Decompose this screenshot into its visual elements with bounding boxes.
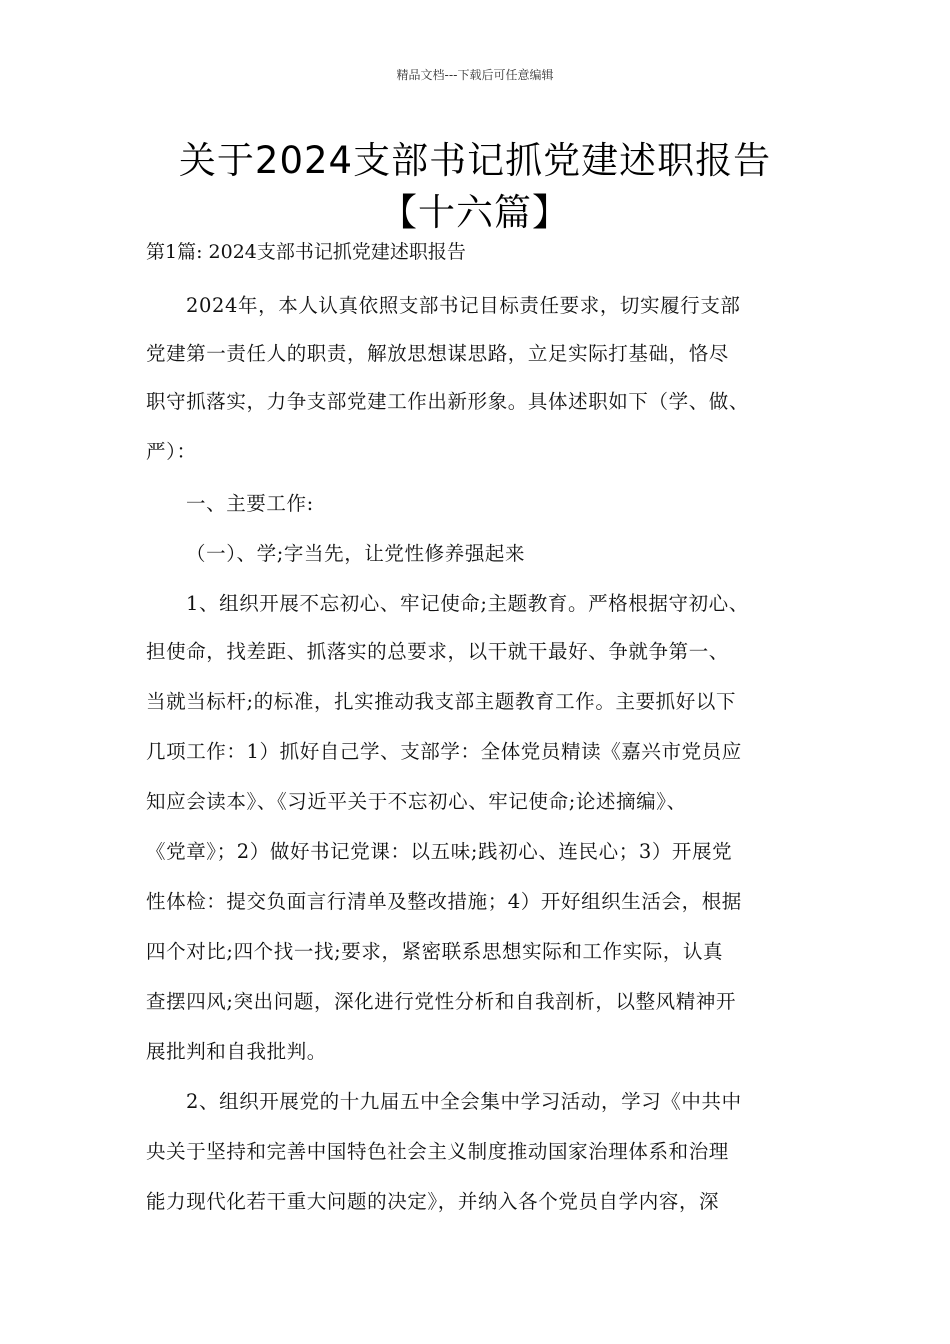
paragraph-line: 严）： [146,440,197,463]
subheading: 一、主要工作: [186,492,314,515]
paragraph-line: 查摆四风;突出问题，深化进行党性分析和自我剖析，以整风精神开 [146,990,737,1013]
document-title-line-1: 关于2024支部书记抓党建述职报告 [178,139,772,182]
paragraph-line: 性体检：提交负面言行清单及整改措施；4）开好组织生活会，根据 [146,890,742,913]
paragraph-line: 党建第一责任人的职责，解放思想谋思路，立足实际打基础，恪尽 [146,342,729,365]
paragraph-line: 央关于坚持和完善中国特色社会主义制度推动国家治理体系和治理 [146,1140,729,1163]
paragraph-line: 知应会读本》、《习近平关于不忘初心、牢记使命;论述摘编》、 [146,790,687,813]
paragraph-line: 四个对比;四个找一找;要求，紧密联系思想实际和工作实际，认真 [146,940,724,963]
document-title-line-2: 【十六篇】 [380,191,570,234]
paragraph-line: 2、组织开展党的十九届五中全会集中学习活动，学习《中共中 [186,1090,742,1113]
header-note: 精品文档---下载后可任意编辑 [396,68,554,82]
paragraph-line: 展批判和自我批判。 [146,1040,327,1063]
section-heading: 第1篇: 2024支部书记抓党建述职报告 [146,241,466,263]
paragraph-line: 2024年，本人认真依照支部书记目标责任要求，切实履行支部 [186,294,741,317]
paragraph-line: 几项工作：1）抓好自己学、支部学：全体党员精读《嘉兴市党员应 [146,740,742,763]
paragraph-line: 职守抓落实，力争支部党建工作出新形象。具体述职如下（学、做、 [146,390,750,413]
paragraph-line: 1、组织开展不忘初心、牢记使命;主题教育。严格根据守初心、 [186,592,749,615]
paragraph-line: 《党章》；2）做好书记党课：以五味;践初心、连民心；3）开展党 [146,840,733,863]
paragraph-line: 当就当标杆;的标准，扎实推动我支部主题教育工作。主要抓好以下 [146,690,737,713]
paragraph-line: 担使命，找差距、抓落实的总要求，以干就干最好、争就争第一、 [146,640,729,663]
subheading: （一）、学;字当先，让党性修养强起来 [186,542,526,565]
paragraph-line: 能力现代化若干重大问题的决定》，并纳入各个党员自学内容，深 [146,1190,720,1213]
